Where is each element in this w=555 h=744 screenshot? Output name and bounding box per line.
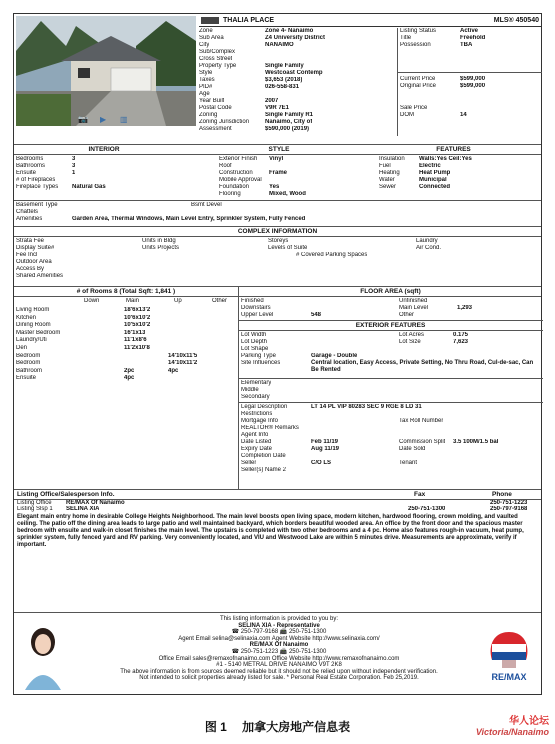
- current-price-value: $599,000: [460, 76, 486, 82]
- figure-caption: 图 1 加拿大房地产信息表: [204, 720, 351, 734]
- room-name: Bedroom: [16, 360, 41, 367]
- page-title: THALIA PLACE: [223, 17, 275, 24]
- footer-intro: This listing information is provided to you by:: [219, 616, 339, 622]
- foundation-label: Foundation: [219, 184, 250, 190]
- listing-slsp-phone: 250-797-9168: [490, 506, 528, 512]
- taxes-label: Taxes: [199, 77, 215, 83]
- room-name: Dining Room: [16, 322, 51, 329]
- site-influences-label: Site Influences: [241, 360, 281, 366]
- style-heading: STYLE: [268, 146, 290, 153]
- features-heading: FEATURES: [436, 146, 471, 153]
- possession-label: Possession: [400, 42, 431, 48]
- property-type-value: Single Family: [265, 63, 304, 69]
- zone-label: Zone: [199, 28, 213, 34]
- taxes-value: $3,653 (2018): [265, 77, 303, 83]
- outdoor-area-label: Outdoor Area: [16, 259, 52, 265]
- dom-value: 14: [460, 112, 467, 118]
- year-built-value: 2007: [265, 98, 279, 104]
- fireplaces-label: # of Fireplaces: [16, 177, 56, 183]
- access-by-label: Access By: [16, 266, 45, 272]
- footer: [14, 614, 541, 696]
- laundry-label: Laundry: [416, 238, 438, 244]
- remax-logo-icon: [482, 628, 536, 684]
- sewer-value: Connected: [419, 184, 451, 190]
- upper-level-value: 548: [311, 312, 322, 318]
- listing-office-name: RE/MAX Of Nanaimo: [66, 500, 125, 506]
- date-listed-label: Date Listed: [241, 439, 272, 445]
- commission-label: Commission Split: [399, 439, 446, 445]
- agent-info-label: Agent Info: [241, 432, 269, 438]
- floor-area-heading: FLOOR AREA (sqft): [360, 288, 421, 295]
- rooms-heading: # of Rooms 8 (Total Sqft: 1,841 ): [76, 288, 176, 295]
- restrictions-label: Restrictions: [241, 411, 273, 417]
- house-photo-image: [16, 16, 196, 126]
- seller-label: Seller: [241, 460, 257, 466]
- heating-value: Heat Pump: [419, 170, 451, 176]
- age-label: Age: [199, 91, 210, 97]
- fee-incl-label: Fee Incl: [16, 252, 38, 258]
- date-listed-value: Feb 11/19: [311, 439, 339, 445]
- tax-roll-label: Tax Roll Number: [399, 418, 444, 424]
- lot-acres-label: Lot Acres: [399, 332, 425, 338]
- lot-size-label: Lot Size: [399, 339, 421, 345]
- realtor-remarks-label: REALTOR® Remarks: [241, 425, 299, 431]
- camera-icon[interactable]: 📷: [78, 116, 88, 123]
- room-name: Master Bedroom: [16, 329, 61, 336]
- footer-office-address: #1 - 5140 METRAL DRIVE NANAIMO V9T 2K8: [216, 662, 342, 669]
- watermark: [476, 712, 549, 737]
- possession-value: TBA: [460, 42, 473, 48]
- agent-photo: [22, 620, 64, 690]
- air-cond-label: Air Cond.: [416, 245, 442, 251]
- lot-acres-value: 0.175: [453, 332, 469, 338]
- amenities-value: Garden Area, Thermal Windows, Main Level Entry, Sprinkler System, Fully Fenced: [72, 216, 306, 222]
- style-label: Style: [199, 70, 213, 76]
- other-label: Other: [399, 312, 415, 318]
- dom-label: DOM: [400, 112, 414, 118]
- chattels-label: Chattels: [16, 209, 39, 215]
- room-name: Laundry/Uti: [16, 337, 47, 344]
- room-name: Bathroom: [16, 367, 43, 374]
- title-label: Title: [400, 35, 412, 41]
- title-value: Freehold: [460, 35, 486, 41]
- listing-office-label: Listing Office: [17, 500, 52, 506]
- pid-value: 026-558-831: [265, 84, 300, 90]
- amenities-label: Amenities: [16, 216, 43, 222]
- style-value: Westcoast Contemp: [265, 70, 323, 76]
- bathrooms-value: 3: [72, 163, 76, 169]
- listing-status-block: [397, 28, 542, 136]
- shared-amenities-label: Shared Amenities: [16, 273, 64, 279]
- lot-width-label: Lot Width: [241, 332, 267, 338]
- fuel-value: Electric: [419, 163, 441, 169]
- video-icon[interactable]: ▶: [100, 116, 107, 123]
- main-level-label: Main Level: [399, 305, 429, 311]
- unfinished-label: Unfinished: [399, 298, 428, 304]
- map-icon[interactable]: ▥: [120, 116, 128, 123]
- listing-slsp-fax: 250-751-1300: [408, 506, 446, 512]
- watermark-top: 华人论坛: [509, 716, 549, 727]
- construction-value: Frame: [269, 170, 288, 176]
- pid-label: PID#: [199, 84, 213, 90]
- footer-disclaimer-1: The above information is from sources deemed reliable but it should not be relied upon without independent verification.: [120, 668, 438, 675]
- units-projects-label: Units Projects: [142, 245, 180, 251]
- listing-sheet: [13, 13, 542, 695]
- bedrooms-label: Bedrooms: [16, 156, 44, 162]
- sub-area-value: Z4 University District: [265, 35, 326, 41]
- room-name: Kitchen: [16, 314, 37, 321]
- complex-heading: COMPLEX INFORMATION: [237, 228, 318, 235]
- watermark-bottom: Victoria/Nanaimo: [475, 727, 549, 737]
- lot-size-value: 7,623: [453, 339, 469, 345]
- water-value: Municipal: [419, 177, 447, 183]
- header-stripe-icon: [201, 17, 219, 24]
- room-dimension: 4pc: [124, 375, 135, 382]
- heating-label: Heating: [379, 170, 400, 176]
- roof-label: Roof: [219, 163, 232, 169]
- middle-label: Middle: [241, 387, 259, 393]
- bsmt-devel-label: Bsmt Devel: [191, 202, 222, 208]
- main-level-value: 1,293: [457, 305, 473, 311]
- footer-disclaimer-2: Not intended to solicit properties already listed for sale. * Personal Real Estate Corporation. Feb 25,2019.: [139, 675, 419, 682]
- fax-heading: Fax: [414, 491, 426, 498]
- listing-slsp-name: SELINA XIA: [66, 506, 100, 512]
- footer-office-name: RE/MAX Of Nanaimo: [249, 642, 309, 649]
- zone-value: Zone 4- Nanaimo: [265, 28, 314, 34]
- expiry-date-label: Expiry Date: [241, 446, 273, 452]
- date-sold-label: Date Sold: [399, 446, 426, 452]
- footer-agent-contact[interactable]: Agent Email selina@selinaxia.com Agent Website http://www.selinaxia.com/: [178, 635, 380, 642]
- sub-complex-label: Sub/Complex: [199, 49, 236, 55]
- room-dimension: 11'1x8'6: [124, 337, 147, 344]
- zoning-label: Zoning: [199, 112, 218, 118]
- room-dimension: 4pc: [168, 367, 179, 374]
- expiry-date-value: Aug 11/19: [311, 446, 340, 452]
- zoning-jurisdiction-value: Nanaimo, City of: [265, 119, 313, 125]
- sub-area-label: Sub Area: [199, 35, 224, 41]
- year-built-label: Year Built: [199, 98, 225, 104]
- downstairs-label: Downstairs: [241, 305, 271, 311]
- assessment-value: $590,000 (2019): [265, 126, 310, 132]
- fuel-label: Fuel: [379, 163, 391, 169]
- listing-status-value: Active: [460, 28, 479, 34]
- sale-price-label: Sale Price: [400, 105, 428, 111]
- listing-office-phone: 250-751-1223: [490, 500, 528, 506]
- room-dimension: 14'10x11'2: [168, 360, 198, 367]
- city-label: City: [199, 42, 210, 48]
- zoning-value: Single Family R1: [265, 112, 314, 118]
- mls-number: MLS® 450540: [493, 17, 539, 24]
- construction-label: Construction: [219, 170, 253, 176]
- room-dimension: 18'6x13'2: [124, 307, 151, 313]
- site-influences-value: Central location, Easy Access, Private Setting, No Thru Road, Cul-de-sac, Can Be Rented: [311, 360, 534, 373]
- footer-office-phone: ☎ 250-751-1223 📠 250-751-1300: [231, 648, 327, 655]
- current-price-label: Current Price: [400, 76, 436, 82]
- parking-type-label: Parking Type: [241, 353, 276, 359]
- covered-parking-label: # Covered Parking Spaces: [296, 252, 368, 258]
- finished-label: Finished: [241, 298, 264, 304]
- ensuite-label: Ensuite: [16, 170, 37, 176]
- mortgage-info-label: Mortgage Info: [241, 418, 279, 424]
- rooms-col-up: Up: [174, 298, 182, 304]
- bathrooms-label: Bathrooms: [16, 163, 46, 169]
- title-bar: [199, 16, 541, 27]
- ensuite-value: 1: [72, 170, 76, 176]
- units-in-bldg-label: Units in Bldg: [142, 238, 176, 244]
- rooms-col-other: Other: [212, 298, 228, 304]
- levels-of-suite-label: Levels of Suite: [268, 245, 308, 251]
- room-name: Den: [16, 345, 28, 351]
- fireplace-types-value: Natural Gas: [72, 184, 106, 190]
- lot-depth-label: Lot Depth: [241, 339, 268, 345]
- city-value: NANAIMO: [265, 42, 294, 48]
- rooms-col-down: Down: [84, 298, 100, 304]
- original-price-label: Original Price: [400, 83, 437, 89]
- completion-date-label: Completion Date: [241, 453, 286, 459]
- original-price-value: $599,000: [460, 83, 486, 89]
- postal-code-value: V9R 7E1: [265, 105, 290, 111]
- strata-fee-label: Strata Fee: [16, 238, 45, 244]
- footer-office-contact[interactable]: Office Email sales@remaxofnanaimo.com Office Website http://www.remaxofnanaimo.com: [158, 655, 400, 662]
- exterior-heading: EXTERIOR FEATURES: [355, 322, 426, 329]
- elementary-label: Elementary: [241, 380, 272, 386]
- display-suite-label: Display Suite#: [16, 245, 55, 251]
- assessment-label: Assessment: [199, 126, 232, 132]
- insulation-value: Walls:Yes Ceil:Yes: [419, 156, 472, 162]
- house-photo: [16, 16, 196, 126]
- room-dimension: 10'5x10'2: [124, 322, 151, 329]
- commission-value: 3.5 100M/1.5 bal: [453, 439, 499, 445]
- insulation-label: Insulation: [379, 156, 405, 162]
- footer-agent-phone: ☎ 250-797-9168 📠 250-751-1300: [231, 629, 327, 636]
- room-dimension: 2pc: [124, 367, 135, 374]
- listing-status-label: Listing Status: [400, 28, 437, 34]
- seller-name-2-label: Seller(s) Name 2: [241, 467, 287, 473]
- flooring-label: Flooring: [219, 191, 241, 197]
- sewer-label: Sewer: [379, 184, 397, 190]
- public-remarks: Elegant main entry home in desirable College Heights Neighborhood. The main level boosts open living space, modern kitchen, hardwood flooring, crown molding, and vaulted ceiling. The patio off the dining area leads to large patio and well maintained backyard, which borders beautiful wooded area. An office by the front door and the spacious master bedroom with ensuite and walk-in closet finishes the main level. The upstairs is completed with two other bedrooms and a 4 pc. Home also features rough-in vacuum, heat pump, sprinkler system, fully fenced yard and RV parking. Very conveniently located, and VIU and Westwood Lake are within 5 minutes drive. Measurements are approximate, verify if important.: [17, 514, 524, 548]
- exterior-finish-label: Exterior Finish: [219, 156, 258, 162]
- legal-description-value: LT 14 PL VIP 80283 SEC 9 RGE 8 LD 31: [311, 404, 422, 410]
- rooms-col-main: Main: [126, 298, 140, 304]
- zoning-jurisdiction-label: Zoning Jurisdiction: [199, 119, 250, 125]
- basement-type-label: Basement Type: [16, 202, 58, 208]
- parking-type-value: Garage - Double: [311, 353, 358, 359]
- listing-slsp-label: Listing Slsp 1: [17, 506, 53, 512]
- remax-logo-text: RE/MAX: [491, 672, 527, 682]
- tenant-label: Tenant: [399, 460, 418, 466]
- complex-block: [16, 238, 541, 286]
- room-name: Living Room: [16, 307, 50, 313]
- water-label: Water: [379, 177, 395, 183]
- rooms-table: [16, 298, 238, 398]
- room-name: Bedroom: [16, 352, 41, 359]
- fireplace-types-label: Fireplace Types: [16, 184, 59, 190]
- secondary-label: Secondary: [241, 394, 270, 400]
- mobile-approval-label: Mobile Approval: [219, 177, 262, 183]
- property-type-label: Property Type: [199, 63, 237, 69]
- exterior-finish-value: Vinyl: [269, 156, 284, 162]
- upper-level-label: Upper Level: [241, 312, 274, 318]
- room-dimension: 11'2x10'8: [124, 345, 150, 351]
- storeys-label: Storeys: [268, 238, 289, 244]
- foundation-value: Yes: [269, 184, 280, 190]
- room-dimension: 14'10x11'5: [168, 352, 198, 359]
- phone-heading: Phone: [492, 491, 512, 498]
- bedrooms-value: 3: [72, 156, 76, 162]
- room-dimension: 16'1x13: [124, 329, 146, 336]
- interior-heading: INTERIOR: [88, 146, 120, 153]
- room-name: Ensuite: [16, 375, 37, 382]
- lot-shape-label: Lot Shape: [241, 346, 269, 352]
- room-dimension: 10'6x10'2: [124, 314, 151, 321]
- postal-code-label: Postal Code: [199, 105, 232, 111]
- footer-agent-name: SELINA XIA - Representative: [238, 622, 320, 629]
- seller-value: C/O LS: [311, 460, 332, 466]
- legal-description-label: Legal Description: [241, 404, 288, 410]
- flooring-value: Mixed, Wood: [269, 191, 306, 197]
- cross-street-label: Cross Street: [199, 56, 233, 62]
- office-heading: Listing Office/Salesperson Info.: [17, 491, 115, 498]
